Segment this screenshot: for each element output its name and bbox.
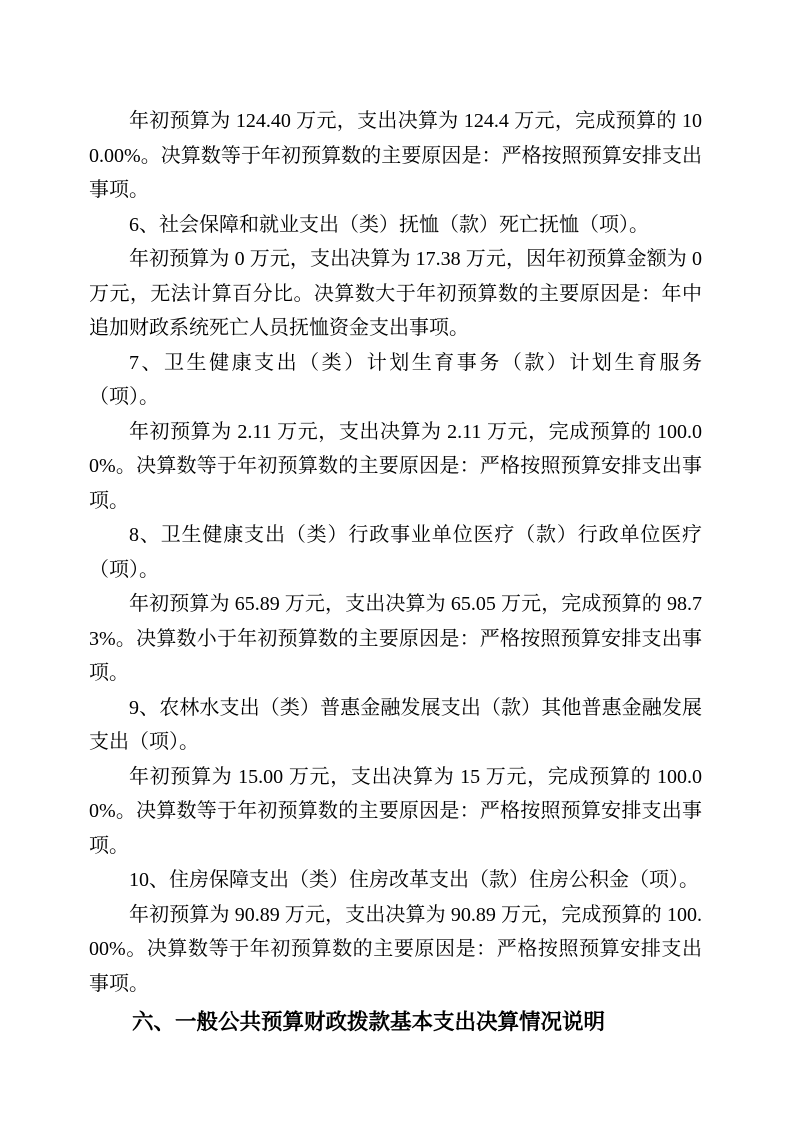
- paragraph-item7-title: 7、卫生健康支出（类）计划生育事务（款）计划生育服务（项）。: [89, 351, 702, 408]
- paragraph-item10-detail: 年初预算为 90.89 万元，支出决算为 90.89 万元，完成预算的 100.00%。决算数等于年初预算数的主要原因是：严格按照预算安排支出事项。: [89, 903, 702, 995]
- document-body: [89, 104, 702, 1040]
- paragraph-item9-detail: 年初预算为 15.00 万元，支出决算为 15 万元，完成预算的 100.00%。决算数等于年初预算数的主要原因是：严格按照预算安排支出事项。: [89, 765, 702, 857]
- section-heading-basic-expenditure: 六、一般公共预算财政拨款基本支出决算情况说明: [132, 1010, 606, 1034]
- paragraph-item6-title: 6、社会保障和就业支出（类）抚恤（款）死亡抚恤（项）。: [129, 213, 649, 236]
- paragraph-item8-title: 8、卫生健康支出（类）行政事业单位医疗（款）行政单位医疗（项）。: [89, 524, 702, 581]
- paragraph-item7-detail: 年初预算为 2.11 万元，支出决算为 2.11 万元，完成预算的 100.00%。决算数等于年初预算数的主要原因是：严格按照预算安排支出事项。: [89, 420, 702, 512]
- paragraph-item6-detail: 年初预算为 0 万元，支出决算为 17.38 万元，因年初预算金额为 0 万元，无法计算百分比。决算数大于年初预算数的主要原因是：年中追加财政系统死亡人员抚恤资金支出事项。: [89, 248, 702, 339]
- paragraph-item8-detail: 年初预算为 65.89 万元，支出决算为 65.05 万元，完成预算的 98.73%。决算数小于年初预算数的主要原因是：严格按照预算安排支出事项。: [89, 593, 702, 684]
- paragraph-item5-detail: 年初预算为 124.40 万元，支出决算为 124.4 万元，完成预算的 100.00%。决算数等于年初预算数的主要原因是：严格按照预算安排支出事项。: [89, 110, 702, 201]
- paragraph-item9-title: 9、农林水支出（类）普惠金融发展支出（款）其他普惠金融发展支出（项）。: [89, 696, 702, 753]
- paragraph-item10-title: 10、住房保障支出（类）住房改革支出（款）住房公积金（项）。: [129, 869, 699, 891]
